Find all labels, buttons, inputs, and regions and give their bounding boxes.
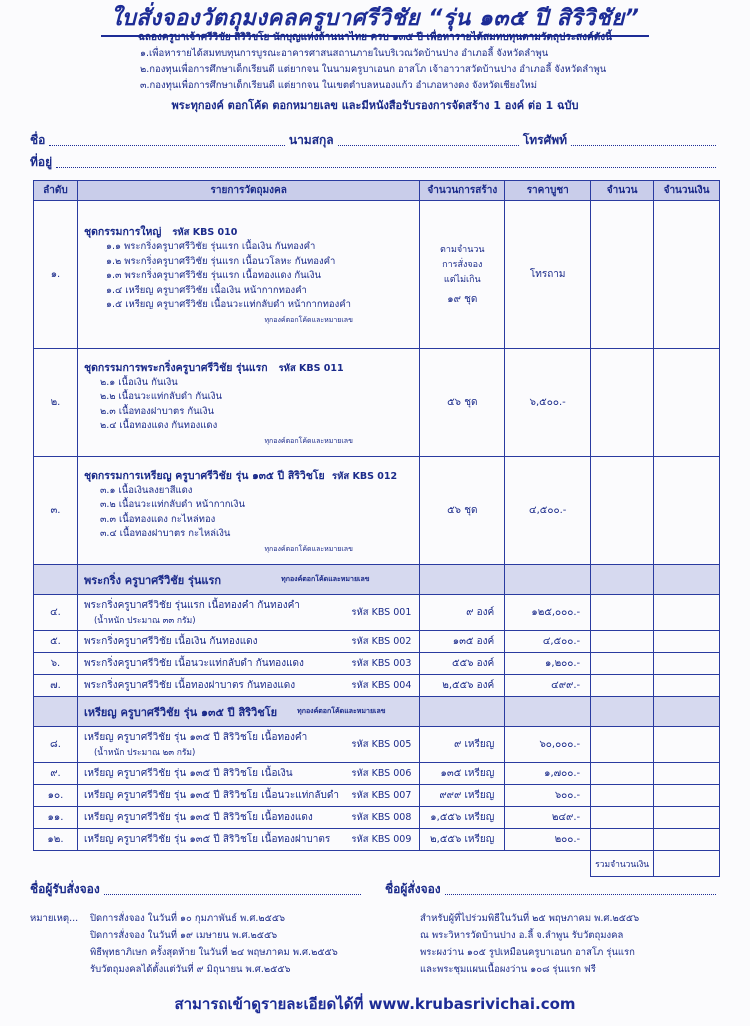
- set-item: ๒.๓ เนื้อทองฝาบาตร กันเงิน: [99, 405, 214, 417]
- remark-ceremony: [420, 910, 730, 978]
- table-row: [34, 829, 720, 851]
- section-title-cell: [77, 565, 419, 595]
- item-cell: [77, 349, 419, 457]
- item-cell: [77, 653, 419, 675]
- item-code: รหัส KBS 006: [351, 768, 412, 779]
- item-name: เหรียญ ครูบาศรีวิชัย รุ่น ๑๓๕ ปี สิริวิชโย เนื้อทองคำ: [83, 732, 308, 743]
- section-title: เหรียญ ครูบาศรีวิชัย รุ่น ๑๓๕ ปี สิริวิชโย: [83, 705, 278, 719]
- item-cell: [77, 727, 419, 763]
- price-cell: ๖๐๐.-: [505, 785, 591, 807]
- item-name: เหรียญ ครูบาศรีวิชัย รุ่น ๑๓๕ ปี สิริวิชโย เนื้อทองแดง: [83, 812, 313, 823]
- set-item: ๑.๔ เหรียญ ครูบาศรีวิชัย เนื้อเงิน หน้ากากทองคำ: [105, 284, 307, 296]
- total-input[interactable]: [654, 829, 720, 851]
- remark-line: ปิดการสั่งจอง ในวันที่ ๑๐ กุมภาพันธ์ พ.ศ.๒๕๕๖: [90, 913, 286, 924]
- row-no: ๒.: [34, 349, 78, 457]
- item-name: พระกริ่งครูบาศรีวิชัย เนื้อนวะแท่กลับดำ กันทองแดง: [83, 658, 304, 669]
- table-row: [34, 785, 720, 807]
- item-cell: [77, 595, 419, 631]
- item-cell: [77, 631, 419, 653]
- item-cell: [77, 807, 419, 829]
- remark-label: หมายเหตุ...: [30, 913, 79, 924]
- total-row: [34, 851, 720, 877]
- amount-input[interactable]: [591, 763, 654, 785]
- set-item: ๑.๑ พระกริ่งครูบาศรีวิชัย รุ่นแรก เนื้อเงิน กันทองคำ: [105, 241, 316, 253]
- total-input[interactable]: [654, 763, 720, 785]
- table-row: [34, 349, 720, 457]
- amount-input[interactable]: [591, 675, 654, 697]
- price-cell: ๑,๒๐๐.-: [505, 653, 591, 675]
- qty-cell: ๙ เหรียญ: [420, 727, 505, 763]
- receiver-field[interactable]: [104, 894, 361, 895]
- set-item: ๑.๒ พระกริ่งครูบาศรีวิชัย รุ่นแรก เนื้อนวโลหะ กันทองคำ: [105, 255, 336, 267]
- set-item: ๑.๕ เหรียญ ครูบาศรีวิชัย เนื้อนวะแท่กลับดำ หน้ากากทองคำ: [105, 299, 351, 311]
- amount-input[interactable]: [591, 785, 654, 807]
- set-item: ๒.๔ เนื้อทองแดง กันทองแดง: [99, 420, 218, 431]
- total-input[interactable]: [654, 785, 720, 807]
- amount-input[interactable]: [591, 631, 654, 653]
- amount-input[interactable]: [591, 727, 654, 763]
- set-item: ๓.๑ เนื้อเงินลงยาสีแดง: [99, 484, 193, 496]
- item-cell: [77, 675, 419, 697]
- total-input[interactable]: [654, 595, 720, 631]
- set-note: ทุกองค์ตอกโค้ดและหมายเลข: [264, 315, 353, 324]
- qty-line: ตามจำนวน: [440, 244, 485, 255]
- section-blank: [654, 565, 720, 595]
- qty-line: แต่ไม่เกิน: [443, 274, 481, 285]
- item-cell: [77, 829, 419, 851]
- purpose-3: ๓.กองทุนเพื่อการศึกษาเด็กเรียนดี แต่ยากจน ในเขตตำบลหนองแก้ว อำเภอหางดง จังหวัดเชียงใหม่: [140, 80, 538, 91]
- set-note: ทุกองค์ตอกโค้ดและหมายเลข: [264, 436, 353, 445]
- item-code: รหัส KBS 001: [351, 607, 412, 618]
- website-link[interactable]: สามารถเข้าดูรายละเอียดได้ที่ www.krubasrivichai.com: [174, 995, 576, 1013]
- phone-label: โทรศัพท์: [522, 133, 568, 147]
- item-code: รหัส KBS 005: [351, 739, 412, 750]
- total-input[interactable]: [654, 631, 720, 653]
- item-code: รหัส KBS 007: [351, 790, 412, 801]
- item-code: รหัส KBS 004: [351, 680, 412, 691]
- price-cell: ๑๒๕,๐๐๐.-: [505, 595, 591, 631]
- total-label: รวมจำนวนเงิน: [591, 851, 654, 877]
- blank-cell: [505, 851, 591, 877]
- form-title: ใบสั่งจองวัตถุมงคลครูบาศรีวิชัย “รุ่น ๑๓๕ ปี สิริวิชัย”: [0, 0, 750, 37]
- table-row: [34, 807, 720, 829]
- item-cell: [77, 201, 419, 349]
- blank-cell: [420, 851, 505, 877]
- total-input[interactable]: [654, 675, 720, 697]
- table-row: [34, 595, 720, 631]
- phone-field[interactable]: [571, 145, 716, 146]
- item-weight: (น้ำหนัก ประมาณ ๒๓ กรัม): [93, 748, 196, 758]
- item-name: เหรียญ ครูบาศรีวิชัย รุ่น ๑๓๕ ปี สิริวิชโย เนื้อทองฝาบาตร: [83, 834, 331, 845]
- amount-input[interactable]: [591, 653, 654, 675]
- qty-cell: ๑๓๕ เหรียญ: [420, 763, 505, 785]
- orderer-field[interactable]: [445, 894, 716, 895]
- name-label: ชื่อ: [30, 133, 46, 147]
- section-blank: [591, 565, 654, 595]
- receiver-label: ชื่อผู้รับสั่งจอง: [30, 882, 100, 896]
- blank-cell: [77, 851, 419, 877]
- col-price: ราคาบูชา: [505, 181, 591, 201]
- row-no: ๑๑.: [34, 807, 78, 829]
- remark-dates: [90, 910, 420, 978]
- table-row: [34, 727, 720, 763]
- set-code: รหัส KBS 011: [278, 362, 344, 374]
- remark-line: ปิดการสั่งจอง ในวันที่ ๑๙ เมษายน พ.ศ.๒๕๕๖: [90, 930, 278, 941]
- row-no: ๗.: [34, 675, 78, 697]
- surname-label: นามสกุล: [288, 133, 334, 147]
- section-note: ทุกองค์ตอกโค้ดและหมายเลข: [297, 707, 386, 715]
- table-row: [34, 763, 720, 785]
- item-code: รหัส KBS 002: [351, 636, 412, 647]
- total-input[interactable]: [654, 201, 720, 349]
- remark-line: พิธีพุทธาภิเษก ครั้งสุดท้าย ในวันที่ ๒๔ พฤษภาคม พ.ศ.๒๕๕๖: [90, 947, 338, 958]
- purpose-1: ๑.เพื่อหารายได้สมทบทุนการบูรณะอาคารศาสนสถานภายในบริเวณวัดบ้านปาง อำเภอลี้ จังหวัดลำพูน: [140, 48, 549, 59]
- certificate-note: พระทุกองค์ ตอกโค้ด ตอกหมายเลข และมีหนังสือรับรองการจัดสร้าง 1 องค์ ต่อ 1 ฉบับ: [171, 99, 579, 112]
- row-no: ๙.: [34, 763, 78, 785]
- amount-input[interactable]: [591, 829, 654, 851]
- remark-line: พระผงว่าน ๑๐๕ รูปเหมือนครูบาเอนก อาสโภ รุ่นแรก: [420, 947, 635, 958]
- set-title: ชุดกรรมการพระกริ่งครูบาศรีวิชัย รุ่นแรก: [83, 361, 268, 374]
- col-amount: จำนวน: [591, 181, 654, 201]
- qty-line: การสั่งจอง: [442, 259, 483, 270]
- price-cell: ๖๐,๐๐๐.-: [505, 727, 591, 763]
- qty-cell: ๙๙๙ เหรียญ: [420, 785, 505, 807]
- blank-cell: [34, 851, 78, 877]
- amount-input[interactable]: [591, 807, 654, 829]
- col-no: ลำดับ: [34, 181, 78, 201]
- section-blank: [654, 697, 720, 727]
- section-blank: [505, 697, 591, 727]
- intro-block: [0, 30, 750, 114]
- col-quantity-made: จำนวนการสร้าง: [420, 181, 505, 201]
- price-cell: ๖,๕๐๐.-: [505, 349, 591, 457]
- price-cell: โทรถาม: [505, 201, 591, 349]
- address-label: ที่อยู่: [30, 155, 53, 169]
- section-blank: [34, 565, 78, 595]
- remark-line: และพระชุมแผนเนื้อผงว่าน ๑๐๘ รุ่นแรก ฟรี: [420, 964, 596, 975]
- table-row: [34, 675, 720, 697]
- qty-cell: ๑๓๕ องค์: [420, 631, 505, 653]
- qty-cell: ๒,๕๕๖ เหรียญ: [420, 829, 505, 851]
- remark-line: รับวัตถุมงคลได้ตั้งแต่วันที่ ๙ มิถุนายน พ.ศ.๒๕๕๖: [90, 964, 291, 975]
- row-no: ๖.: [34, 653, 78, 675]
- name-field[interactable]: [49, 145, 285, 146]
- amount-input[interactable]: [591, 201, 654, 349]
- row-no: ๑๐.: [34, 785, 78, 807]
- price-cell: ๒๐๐.-: [505, 829, 591, 851]
- address-field[interactable]: [56, 167, 716, 168]
- set-code: รหัส KBS 012: [332, 470, 398, 482]
- set-note: ทุกองค์ตอกโค้ดและหมายเลข: [264, 544, 353, 553]
- total-input[interactable]: [654, 349, 720, 457]
- qty-cell: ๕๕๖ องค์: [420, 653, 505, 675]
- total-input[interactable]: [654, 727, 720, 763]
- price-cell: ๒๔๙.-: [505, 807, 591, 829]
- set-item: ๒.๑ เนื้อเงิน กันเงิน: [99, 376, 178, 388]
- section-title-cell: [77, 697, 419, 727]
- item-cell: [77, 763, 419, 785]
- item-name: เหรียญ ครูบาศรีวิชัย รุ่น ๑๓๕ ปี สิริวิชโย เนื้อนวะแท่กลับดำ: [83, 790, 339, 801]
- surname-field[interactable]: [338, 145, 519, 146]
- price-cell: ๑,๗๐๐.-: [505, 763, 591, 785]
- item-weight: (น้ำหนัก ประมาณ ๓๓ กรัม): [93, 616, 196, 626]
- customer-fields: [30, 128, 720, 172]
- table-row: [34, 653, 720, 675]
- item-code: รหัส KBS 003: [351, 658, 412, 669]
- item-name: พระกริ่งครูบาศรีวิชัย เนื้อเงิน กันทองแดง: [83, 636, 258, 647]
- total-input[interactable]: [654, 807, 720, 829]
- section-header: [34, 565, 720, 595]
- set-title: ชุดกรรมการใหญ่: [83, 226, 162, 239]
- qty-cell: ๕๖ ชุด: [420, 457, 505, 565]
- section-header: [34, 697, 720, 727]
- set-item: ๒.๒ เนื้อนวะแท่กลับดำ กันเงิน: [99, 391, 223, 402]
- table-row: [34, 201, 720, 349]
- remark-line: ณ พระวิหารวัดบ้านปาง อ.ลี้ จ.ลำพูน รับวัตถุมงคล: [420, 930, 624, 941]
- item-name: พระกริ่งครูบาศรีวิชัย เนื้อทองฝาบาตร กันทองแดง: [83, 680, 296, 691]
- item-code: รหัส KBS 009: [351, 834, 412, 845]
- item-name: พระกริ่งครูบาศรีวิชัย รุ่นแรก เนื้อทองคำ กันทองคำ: [83, 600, 300, 611]
- row-no: ๘.: [34, 727, 78, 763]
- section-title: พระกริ่ง ครูบาศรีวิชัย รุ่นแรก: [83, 573, 222, 587]
- price-cell: ๔,๕๐๐.-: [505, 457, 591, 565]
- remark-line: สำหรับผู้ที่ไปร่วมพิธีในวันที่ ๒๕ พฤษภาคม พ.ศ.๒๕๕๖: [420, 913, 640, 924]
- grand-total-input[interactable]: [654, 851, 720, 877]
- orderer-label: ชื่อผู้สั่งจอง: [385, 882, 441, 896]
- section-blank: [591, 697, 654, 727]
- table-row: [34, 631, 720, 653]
- amount-input[interactable]: [591, 349, 654, 457]
- qty-cell: ๙ องค์: [420, 595, 505, 631]
- table-row: [34, 457, 720, 565]
- qty-line: ๑๙ ชุด: [447, 293, 478, 305]
- set-item: ๓.๒ เนื้อนวะแท่กลับดำ หน้ากากเงิน: [99, 499, 245, 510]
- section-note: ทุกองค์ตอกโค้ดและหมายเลข: [281, 575, 370, 583]
- qty-cell: ๕๖ ชุด: [420, 349, 505, 457]
- table-header-row: [34, 181, 720, 201]
- remarks: [30, 910, 730, 978]
- row-no: ๑๒.: [34, 829, 78, 851]
- total-input[interactable]: [654, 457, 720, 565]
- total-input[interactable]: [654, 653, 720, 675]
- item-cell: [77, 785, 419, 807]
- item-name: เหรียญ ครูบาศรีวิชัย รุ่น ๑๓๕ ปี สิริวิชโย เนื้อเงิน: [83, 768, 293, 779]
- section-blank: [420, 697, 505, 727]
- section-blank: [420, 565, 505, 595]
- row-no: ๑.: [34, 201, 78, 349]
- qty-cell: [420, 201, 505, 349]
- section-blank: [34, 697, 78, 727]
- amount-input[interactable]: [591, 457, 654, 565]
- item-cell: [77, 457, 419, 565]
- signature-fields: [30, 880, 720, 899]
- set-title: ชุดกรรมการเหรียญ ครูบาศรีวิชัย รุ่น ๑๓๕ ปี สิริวิชโย: [83, 469, 325, 482]
- col-total: จำนวนเงิน: [654, 181, 720, 201]
- col-item: รายการวัตถุมงคล: [77, 181, 419, 201]
- section-blank: [505, 565, 591, 595]
- qty-cell: ๑,๕๕๖ เหรียญ: [420, 807, 505, 829]
- row-no: ๕.: [34, 631, 78, 653]
- intro-line: ฉลองครูบาเจ้าศรีวิชัย สิริวิชโย นักบุญแห่งล้านนาไทย ครบ ๑๓๕ ปี เพื่อหารายได้สมทบทุนตามวัตถุประสงค์ดังนี้: [138, 32, 612, 43]
- set-item: ๓.๔ เนื้อทองฝาบาตร กะไหล่เงิน: [99, 528, 231, 539]
- price-cell: ๔๙๙.-: [505, 675, 591, 697]
- price-cell: ๔,๕๐๐.-: [505, 631, 591, 653]
- item-code: รหัส KBS 008: [351, 812, 412, 823]
- row-no: ๔.: [34, 595, 78, 631]
- order-table: [33, 180, 720, 877]
- set-code: รหัส KBS 010: [172, 227, 238, 239]
- set-item: ๓.๓ เนื้อทองแดง กะไหล่ทอง: [99, 513, 216, 525]
- purpose-2: ๒.กองทุนเพื่อการศึกษาเด็กเรียนดี แต่ยากจน ในนามครูบาเอนก อาสโภ เจ้าอาวาสวัดบ้านปาง อำเภอลี้ จังหวัดลำพูน: [140, 64, 607, 75]
- set-item: ๑.๓ พระกริ่งครูบาศรีวิชัย รุ่นแรก เนื้อทองแดง กันเงิน: [105, 270, 322, 282]
- amount-input[interactable]: [591, 595, 654, 631]
- qty-cell: ๒,๕๕๖ องค์: [420, 675, 505, 697]
- row-no: ๓.: [34, 457, 78, 565]
